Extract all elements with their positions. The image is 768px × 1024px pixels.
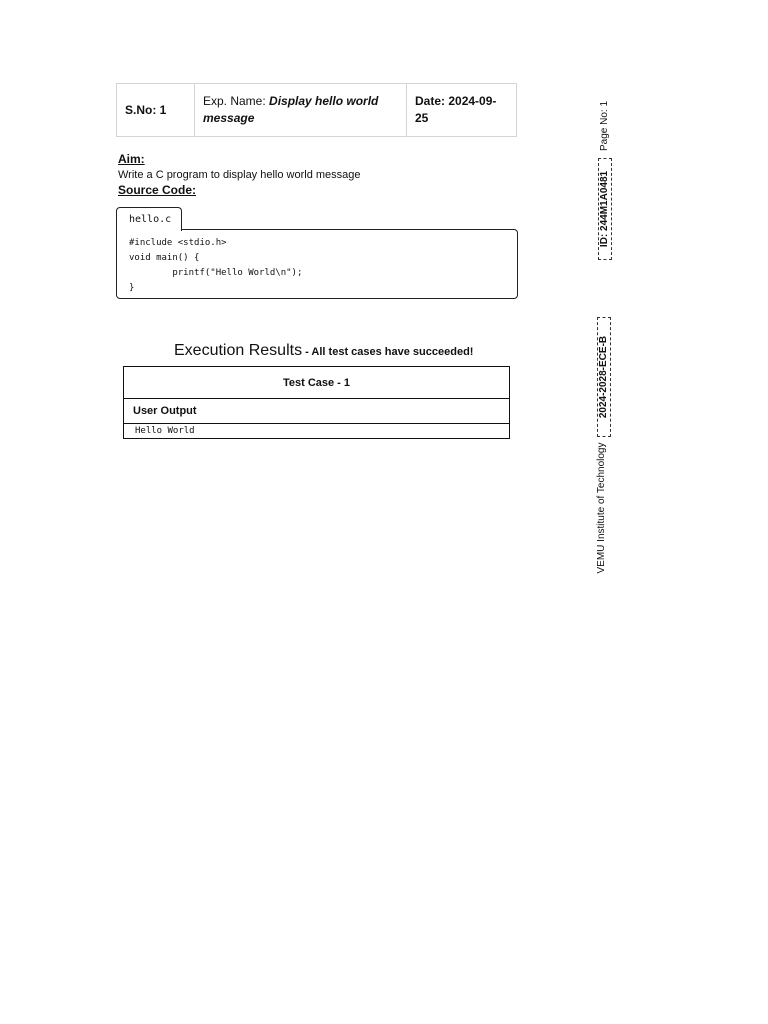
institute-name: VEMU Institute of Technology (596, 442, 607, 574)
experiment-date: Date: 2024-09-25 (407, 84, 517, 137)
experiment-name-cell (195, 84, 407, 137)
code-line: #include <stdio.h> (129, 238, 227, 248)
experiment-name: Display hello world message (203, 94, 379, 125)
file-tab[interactable]: hello.c (116, 207, 182, 231)
batch-label: 2024-2028-ECE-B (597, 317, 611, 437)
user-output-label: User Output (124, 399, 509, 424)
source-code-label: Source Code: (118, 183, 197, 197)
code-line: printf("Hello World\n"); (129, 268, 303, 278)
execution-results-status: - All test cases have succeeded! (302, 346, 474, 358)
student-id: ID: 244M1A0481 (598, 158, 612, 260)
execution-results-title: Execution Results (174, 342, 303, 359)
serial-number: S.No: 1 (117, 84, 195, 137)
code-line: } (129, 283, 135, 293)
test-case-header: Test Case - 1 (124, 367, 509, 399)
aim-text: Write a C program to display hello world message (118, 169, 361, 181)
code-line: void main() { (129, 253, 200, 263)
experiment-header-table (116, 83, 517, 137)
user-output-value: Hello World (135, 426, 195, 436)
aim-label: Aim: (118, 152, 145, 166)
execution-results-heading (174, 342, 473, 360)
test-results-table (123, 366, 510, 439)
page-number: Page No: 1 (599, 100, 610, 152)
experiment-name-prefix: Exp. Name: (203, 94, 270, 108)
code-block (116, 229, 518, 299)
